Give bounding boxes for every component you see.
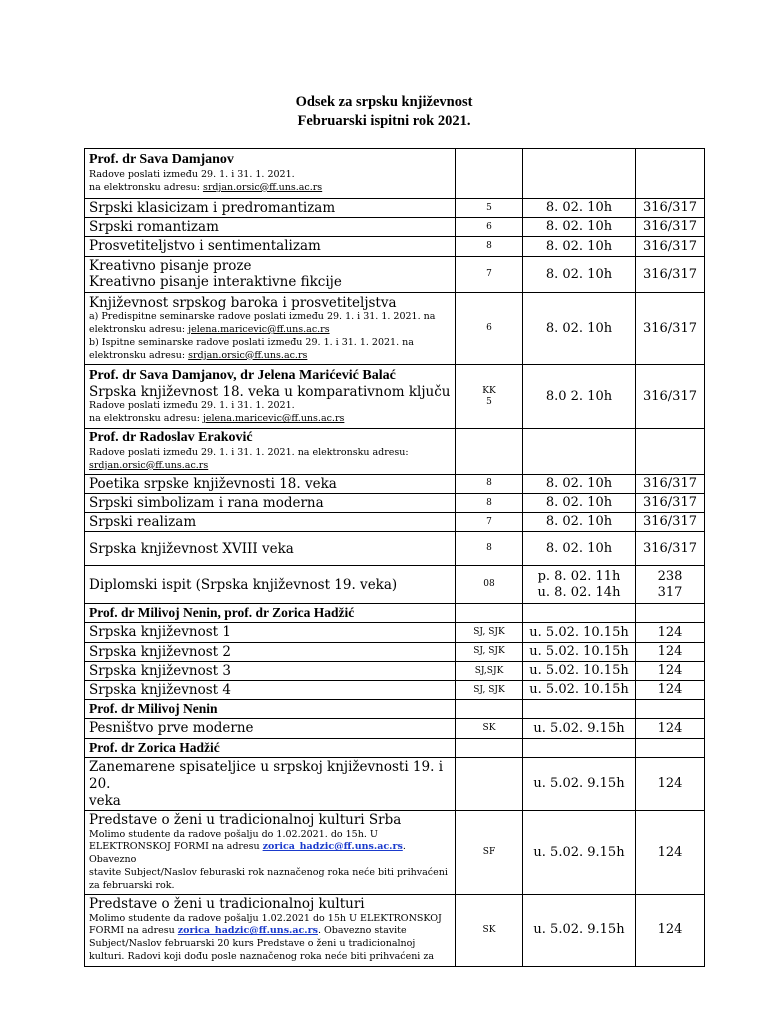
table-row — [85, 532, 705, 566]
document-subtitle: Februarski ispitni rok 2021. — [297, 113, 471, 129]
exam-room: 316/317 — [636, 365, 705, 429]
table-row — [85, 566, 705, 604]
course-name: Predstave o ženi u tradicionalnoj kulturi — [89, 896, 365, 913]
course-name: Diplomski ispit (Srpska književnost 19. veka) — [85, 566, 456, 604]
course-name: Srpska književnost 4 — [85, 681, 456, 700]
table-row — [85, 700, 705, 719]
course-code: 8 — [456, 493, 523, 512]
exam-date: 8. 02. 10h — [523, 237, 636, 256]
exam-date: u. 5.02. 10.15h — [523, 623, 636, 642]
table-row — [85, 493, 705, 512]
exam-date: 8. 02. 10h — [523, 293, 636, 365]
table-row — [85, 149, 705, 199]
exam-room: 316/317 — [636, 199, 705, 218]
course-code: 8 — [456, 532, 523, 566]
table-row — [85, 642, 705, 661]
course-code: 6 — [456, 293, 523, 365]
email-link[interactable]: srdjan.orsic@ff.uns.ac.rs — [89, 459, 209, 471]
table-row — [85, 218, 705, 237]
date-cell — [523, 700, 636, 719]
submission-note: Radove poslati između 29. 1. i 31. 1. 2021. — [89, 169, 295, 181]
exam-room: 316/317 — [636, 237, 705, 256]
course-name: Književnost srpskog baroka i prosvetiteljstva — [89, 295, 397, 312]
course-code: SJ,SJK — [456, 661, 523, 680]
exam-date: 8. 02. 10h — [523, 474, 636, 493]
course-code: SJ, SJK — [456, 623, 523, 642]
exam-date: 8. 02. 10h — [523, 532, 636, 566]
email-link[interactable]: srdjan.orsic@ff.uns.ac.rs — [202, 181, 323, 193]
course-name: Predstave o ženi u tradicionalnoj kulturi Srba — [89, 812, 402, 829]
table-row — [85, 604, 705, 623]
course-name: Kreativno pisanje proze — [89, 257, 252, 274]
course-name: Poetika srpske književnosti 18. veka — [85, 474, 456, 493]
code-cell — [456, 738, 523, 757]
professor-cell — [85, 365, 456, 429]
course-cell — [85, 256, 456, 293]
course-code: 7 — [456, 513, 523, 532]
code-cell — [456, 700, 523, 719]
date-cell — [523, 429, 636, 474]
submission-note: Radove poslati između 29. 1. i 31. 1. 2021. na elektronsku adresu: — [89, 447, 409, 459]
course-code: SF — [456, 811, 523, 894]
table-row — [85, 474, 705, 493]
course-name: Srpski simbolizam i rana moderna — [85, 493, 456, 512]
course-name: Srpska književnost 18. veka u komparativnom ključu — [89, 384, 451, 401]
room-cell — [636, 149, 705, 199]
professor-name: Prof. dr Milivoj Nenin — [85, 700, 456, 719]
exam-schedule-table — [84, 148, 705, 967]
table-row — [85, 293, 705, 365]
note-text: na elektronsku adresu: — [89, 181, 203, 193]
email-link[interactable]: jelena.maricevic@ff.uns.ac.rs — [202, 413, 345, 425]
exam-room: 316/317 — [636, 532, 705, 566]
course-code: SK — [456, 894, 523, 966]
course-code — [456, 757, 523, 811]
code-cell — [456, 429, 523, 474]
exam-date: 8. 02. 10h — [523, 513, 636, 532]
room-cell — [636, 429, 705, 474]
exam-room: 316/317 — [636, 474, 705, 493]
exam-room: 316/317 — [636, 256, 705, 293]
professor-cell — [85, 149, 456, 199]
submission-note: stavite Subject/Naslov feburaski rok naznačenog roka neće biti prihvaćeni — [89, 867, 448, 879]
exam-date: u. 5.02. 10.15h — [523, 642, 636, 661]
course-name: Srpski realizam — [85, 513, 456, 532]
date-cell — [523, 738, 636, 757]
exam-date: u. 8. 02. 14h — [537, 584, 621, 600]
exam-room: 124 — [636, 642, 705, 661]
note-text: elektronsku adresu: — [89, 349, 189, 361]
room-cell — [636, 738, 705, 757]
code-cell — [456, 604, 523, 623]
submission-note: a) Predispitne seminarske radove poslati između 29. 1. i 31. 1. 2021. na — [89, 311, 436, 323]
course-name: Prosvetiteljstvo i sentimentalizam — [85, 237, 456, 256]
exam-date: 8. 02. 10h — [523, 493, 636, 512]
exam-room: 124 — [636, 757, 705, 811]
exam-room: 124 — [636, 623, 705, 642]
professor-name: Prof. dr Sava Damjanov — [89, 152, 234, 168]
note-text: elektronsku adresu: — [89, 324, 189, 336]
course-name: veka — [89, 792, 121, 809]
email-link[interactable]: jelena.maricevic@ff.uns.ac.rs — [188, 324, 330, 336]
exam-room: 124 — [636, 681, 705, 700]
table-row — [85, 661, 705, 680]
course-name: Kreativno pisanje interaktivne fikcije — [89, 274, 342, 291]
note-text: FORMI na adresu — [89, 925, 178, 937]
date-cell — [523, 149, 636, 199]
table-row — [85, 681, 705, 700]
note-text: na elektronsku adresu: — [89, 413, 203, 425]
professor-name: Prof. dr Radoslav Eraković — [89, 430, 253, 446]
course-name: Srpski klasicizam i predromantizam — [85, 199, 456, 218]
exam-date: u. 5.02. 10.15h — [523, 681, 636, 700]
email-link[interactable]: srdjan.orsic@ff.uns.ac.rs — [188, 349, 308, 361]
course-code-cell — [456, 365, 523, 429]
exam-date: u. 5.02. 9.15h — [523, 719, 636, 738]
course-code: 5 — [486, 396, 492, 407]
exam-date: p. 8. 02. 11h — [537, 568, 621, 584]
exam-date: 8. 02. 10h — [523, 199, 636, 218]
course-code: 8 — [456, 237, 523, 256]
professor-name: Prof. dr Zorica Hadžić — [85, 738, 456, 757]
exam-date: u. 5.02. 9.15h — [523, 811, 636, 894]
submission-note: Subject/Naslov februarski 20 kurs Predstave o ženi u tradicionalnoj — [89, 938, 416, 950]
table-row — [85, 429, 705, 474]
table-row — [85, 623, 705, 642]
course-code: KK — [482, 385, 496, 396]
course-code: 08 — [456, 566, 523, 604]
table-row — [85, 757, 705, 811]
exam-room: 124 — [636, 661, 705, 680]
table-row — [85, 738, 705, 757]
room-cell — [636, 604, 705, 623]
course-cell — [85, 894, 456, 966]
course-name: Srpska književnost XVIII veka — [85, 532, 456, 566]
course-code: SK — [456, 719, 523, 738]
course-code: 7 — [456, 256, 523, 293]
submission-note: Molimo studente da radove pošalju 1.02.2021 do 15h U ELEKTRONSKOJ — [89, 912, 442, 924]
table-row — [85, 256, 705, 293]
course-cell — [85, 811, 456, 894]
exam-date: u. 5.02. 9.15h — [523, 894, 636, 966]
exam-room: 317 — [657, 584, 683, 600]
exam-room: 316/317 — [636, 493, 705, 512]
table-row — [85, 365, 705, 429]
table-row — [85, 811, 705, 894]
table-row — [85, 199, 705, 218]
exam-date: 8.0 2. 10h — [523, 365, 636, 429]
course-name: Srpska književnost 2 — [85, 642, 456, 661]
exam-room: 316/317 — [636, 293, 705, 365]
exam-room-cell — [636, 566, 705, 604]
course-name: Pesništvo prve moderne — [85, 719, 456, 738]
course-name: Zanemarene spisateljice u srpskoj književnosti 19. i 20. — [89, 758, 444, 792]
professor-cell — [85, 429, 456, 474]
course-name: Srpski romantizam — [85, 218, 456, 237]
table-row — [85, 894, 705, 966]
exam-room: 124 — [636, 811, 705, 894]
exam-date: u. 5.02. 10.15h — [523, 661, 636, 680]
room-cell — [636, 700, 705, 719]
course-code: 5 — [456, 199, 523, 218]
course-cell — [85, 293, 456, 365]
email-link[interactable]: zorica_hadzic@ff.uns.ac.rs — [262, 841, 403, 853]
course-name: Srpska književnost 3 — [85, 661, 456, 680]
submission-note: Molimo studente da radove pošalju do 1.02.2021. do 15h. U — [89, 828, 378, 840]
table-row — [85, 719, 705, 738]
submission-note: Radove poslati između 29. 1. i 31. 1. 2021. — [89, 400, 295, 412]
course-name: Srpska književnost 1 — [85, 623, 456, 642]
submission-note: za februarski rok. — [89, 879, 175, 891]
exam-room: 316/317 — [636, 218, 705, 237]
note-text: ELEKTRONSKOJ FORMI na adresu — [89, 841, 263, 853]
table-row — [85, 237, 705, 256]
exam-room: 316/317 — [636, 513, 705, 532]
exam-date: 8. 02. 10h — [523, 218, 636, 237]
table-row — [85, 513, 705, 532]
note-text: . Obavezno — [89, 841, 406, 866]
date-cell — [523, 604, 636, 623]
professor-name: Prof. dr Milivoj Nenin, prof. dr Zorica Hadžić — [85, 604, 456, 623]
submission-note: kulturi. Radovi koji dođu posle naznačenog roka neće biti prihvaćeni za — [89, 951, 435, 963]
document-title: Odsek za srpsku književnost — [295, 94, 473, 110]
course-code: 6 — [456, 218, 523, 237]
exam-room: 238 — [657, 568, 683, 584]
professor-name: Prof. dr Sava Damjanov, dr Jelena Marićević Balać — [89, 367, 396, 383]
course-cell — [85, 757, 456, 811]
exam-date-cell — [523, 566, 636, 604]
exam-room: 124 — [636, 894, 705, 966]
exam-date: u. 5.02. 9.15h — [523, 757, 636, 811]
course-code: SJ, SJK — [456, 681, 523, 700]
note-text: . Obavezno stavite — [317, 925, 407, 937]
exam-room: 124 — [636, 719, 705, 738]
course-code: SJ, SJK — [456, 642, 523, 661]
exam-date: 8. 02. 10h — [523, 256, 636, 293]
course-code: 8 — [456, 474, 523, 493]
email-link[interactable]: zorica_hadzic@ff.uns.ac.rs — [177, 925, 318, 937]
submission-note: b) Ispitne seminarske radove poslati između 29. 1. i 31. 1. 2021. na — [89, 336, 414, 348]
code-cell — [456, 149, 523, 199]
